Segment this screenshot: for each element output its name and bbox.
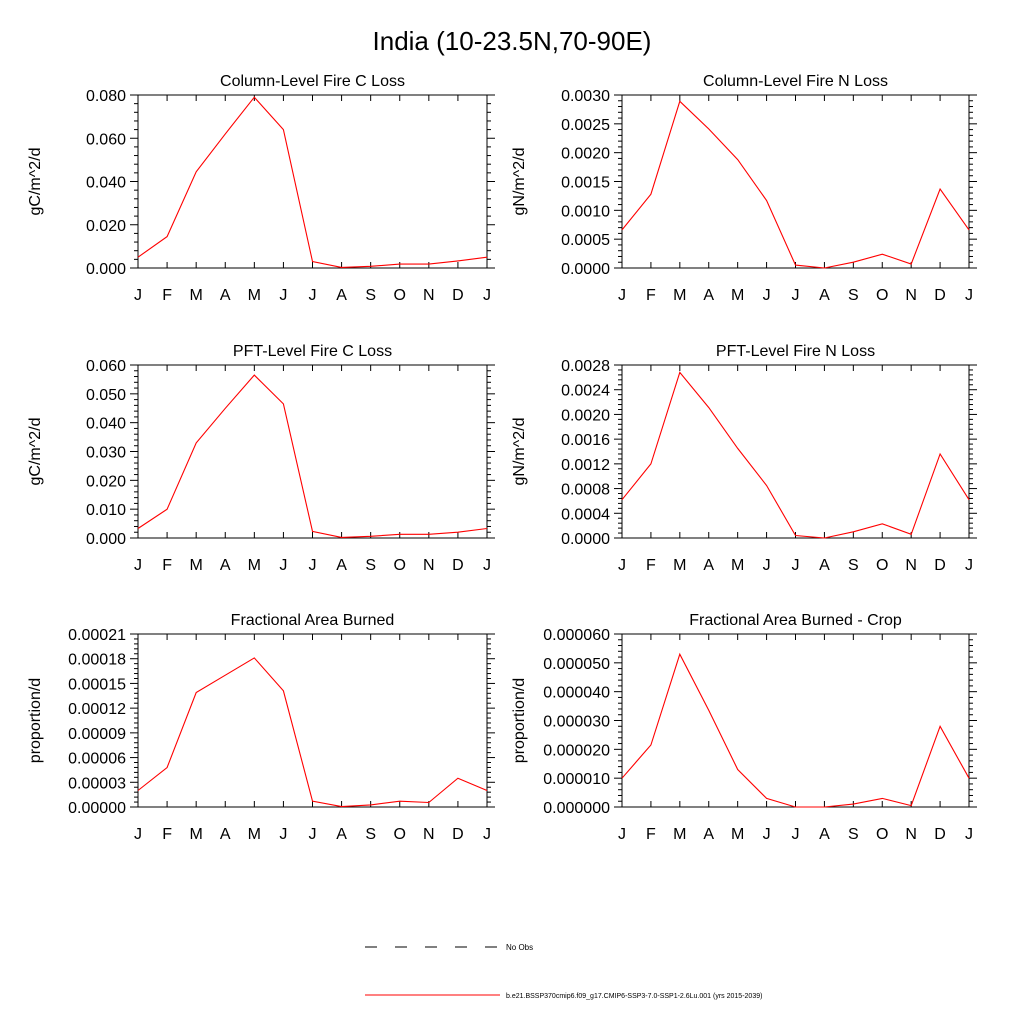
y-tick-label: 0.000030: [543, 713, 610, 731]
y-tick-label: 0.060: [85, 358, 126, 375]
x-tick-label: A: [336, 826, 347, 843]
x-tick-label: A: [819, 287, 830, 304]
x-tick-label: D: [934, 287, 946, 304]
x-tick-label: J: [965, 557, 973, 574]
x-tick-label: S: [365, 287, 377, 304]
legend-obs-label: No Obs: [506, 943, 534, 952]
x-tick-label: M: [189, 287, 203, 304]
x-tick-label: J: [483, 287, 491, 304]
y-tick-label: 0.0010: [561, 203, 610, 221]
x-tick-label: F: [162, 287, 172, 304]
x-tick-label: O: [393, 287, 406, 304]
y-tick-label: 0.000060: [543, 627, 610, 644]
x-tick-label: A: [819, 826, 830, 843]
panel-2: [511, 73, 977, 304]
y-axis-label: gC/m^2/d: [27, 417, 44, 486]
x-tick-label: M: [189, 826, 203, 843]
x-tick-label: J: [134, 557, 142, 574]
x-tick-label: N: [905, 287, 917, 304]
series-line-model: [138, 97, 487, 267]
panel-4: [511, 343, 977, 574]
x-tick-label: J: [279, 826, 288, 843]
x-tick-label: A: [336, 287, 347, 304]
x-tick-label: A: [703, 287, 715, 304]
x-tick-label: J: [134, 287, 142, 304]
x-tick-label: J: [308, 826, 317, 843]
plot-frame: [622, 634, 969, 807]
x-tick-label: J: [134, 826, 142, 843]
y-tick-label: 0.00000: [68, 800, 126, 817]
figure-title: India (10-23.5N,70-90E): [372, 26, 652, 56]
y-axis-label: gN/m^2/d: [511, 147, 528, 216]
x-tick-label: O: [876, 557, 889, 574]
x-tick-label: N: [905, 557, 917, 574]
plot-frame: [138, 95, 487, 268]
y-tick-label: 0.00006: [68, 750, 126, 768]
y-tick-label: 0.0020: [561, 145, 610, 163]
y-tick-label: 0.010: [85, 502, 126, 520]
series-line-model: [138, 658, 487, 807]
panel-5: [27, 612, 495, 843]
x-tick-label: N: [423, 287, 435, 304]
y-tick-label: 0.020: [85, 217, 126, 235]
y-axis-label: gN/m^2/d: [511, 417, 528, 486]
x-tick-label: D: [452, 557, 464, 574]
y-tick-label: 0.0015: [561, 174, 610, 192]
y-tick-label: 0.00018: [68, 651, 126, 669]
x-tick-label: F: [162, 826, 172, 843]
x-tick-label: J: [791, 826, 800, 843]
x-tick-label: S: [847, 287, 859, 304]
series-line-model: [622, 654, 969, 807]
x-tick-label: J: [308, 557, 317, 574]
y-axis-label: proportion/d: [511, 677, 528, 764]
x-tick-label: M: [247, 287, 261, 304]
y-tick-label: 0.000020: [543, 742, 610, 760]
x-tick-label: M: [731, 287, 745, 304]
series-line-model: [622, 101, 969, 268]
x-tick-label: D: [934, 557, 946, 574]
x-tick-label: S: [847, 557, 859, 574]
y-tick-label: 0.0012: [561, 456, 610, 474]
panel-title: Column-Level Fire C Loss: [220, 73, 405, 90]
plot-frame: [138, 365, 487, 538]
x-tick-label: N: [423, 557, 435, 574]
x-tick-label: M: [731, 826, 745, 843]
x-tick-label: D: [452, 287, 464, 304]
x-tick-label: F: [646, 826, 656, 843]
y-tick-label: 0.000040: [543, 684, 610, 702]
y-tick-label: 0.000: [85, 261, 126, 278]
y-tick-label: 0.050: [85, 386, 126, 404]
x-tick-label: J: [762, 826, 771, 843]
x-tick-label: J: [618, 557, 626, 574]
panel-3: [27, 343, 495, 574]
x-tick-label: A: [336, 557, 347, 574]
x-tick-label: F: [162, 557, 172, 574]
x-tick-label: M: [673, 287, 687, 304]
x-tick-label: J: [308, 287, 317, 304]
y-tick-label: 0.020: [85, 473, 126, 491]
panel-title: Fractional Area Burned: [230, 612, 395, 629]
y-tick-label: 0.080: [85, 88, 126, 105]
legend: [365, 943, 762, 1000]
x-tick-label: A: [219, 557, 231, 574]
y-tick-label: 0.0030: [561, 88, 610, 105]
panel-title: Fractional Area Burned - Crop: [689, 612, 902, 629]
y-tick-label: 0.0004: [561, 506, 610, 524]
x-tick-label: M: [673, 557, 687, 574]
x-tick-label: S: [365, 557, 377, 574]
x-tick-label: J: [762, 287, 771, 304]
y-tick-label: 0.00015: [68, 676, 126, 694]
series-line-model: [622, 372, 969, 538]
x-tick-label: A: [219, 826, 231, 843]
plot-frame: [138, 634, 487, 807]
x-tick-label: J: [965, 826, 973, 843]
x-tick-label: O: [393, 826, 406, 843]
x-tick-label: J: [483, 826, 491, 843]
y-tick-label: 0.0000: [561, 261, 610, 278]
x-tick-label: J: [279, 557, 288, 574]
y-tick-label: 0.040: [85, 174, 126, 192]
y-tick-label: 0.0008: [561, 481, 610, 499]
x-tick-label: J: [279, 287, 288, 304]
y-tick-label: 0.0028: [561, 358, 610, 375]
y-tick-label: 0.000: [85, 531, 126, 548]
x-tick-label: J: [762, 557, 771, 574]
y-tick-label: 0.0000: [561, 531, 610, 548]
panel-title: PFT-Level Fire C Loss: [232, 343, 393, 360]
x-tick-label: M: [247, 557, 261, 574]
x-tick-label: D: [452, 826, 464, 843]
panel-1: [27, 73, 495, 304]
y-tick-label: 0.040: [85, 415, 126, 433]
panel-6: [511, 612, 977, 843]
panel-title: PFT-Level Fire N Loss: [715, 343, 876, 360]
x-tick-label: N: [905, 826, 917, 843]
y-tick-label: 0.000010: [543, 771, 610, 789]
x-tick-label: J: [483, 557, 491, 574]
x-tick-label: A: [219, 287, 231, 304]
x-tick-label: A: [819, 557, 830, 574]
y-tick-label: 0.0020: [561, 407, 610, 425]
x-tick-label: M: [189, 557, 203, 574]
x-tick-label: O: [393, 557, 406, 574]
x-tick-label: A: [703, 557, 715, 574]
x-tick-label: J: [965, 287, 973, 304]
x-tick-label: M: [673, 826, 687, 843]
x-tick-label: O: [876, 826, 889, 843]
x-tick-label: F: [646, 557, 656, 574]
y-tick-label: 0.00003: [68, 775, 126, 793]
x-tick-label: J: [791, 287, 800, 304]
x-tick-label: M: [731, 557, 745, 574]
x-tick-label: O: [876, 287, 889, 304]
series-line-model: [138, 375, 487, 537]
y-axis-label: proportion/d: [27, 677, 44, 764]
x-tick-label: S: [365, 826, 377, 843]
y-tick-label: 0.00009: [68, 725, 126, 743]
y-axis-label: gC/m^2/d: [27, 147, 44, 216]
y-tick-label: 0.0025: [561, 116, 610, 134]
x-tick-label: J: [618, 826, 626, 843]
panel-title: Column-Level Fire N Loss: [703, 73, 888, 90]
y-tick-label: 0.060: [85, 131, 126, 149]
y-tick-label: 0.0016: [561, 432, 610, 450]
x-tick-label: M: [247, 826, 261, 843]
x-tick-label: F: [646, 287, 656, 304]
x-tick-label: S: [847, 826, 859, 843]
x-tick-label: N: [423, 826, 435, 843]
x-tick-label: J: [618, 287, 626, 304]
y-tick-label: 0.0024: [561, 382, 610, 400]
y-tick-label: 0.000000: [543, 800, 610, 817]
x-tick-label: D: [934, 826, 946, 843]
legend-model-label: b.e21.BSSP370cmip6.f09_g17.CMIP6-SSP3-7.0-SSP1-2.6Lu.001 (yrs 2015-2039): [506, 993, 763, 1000]
y-tick-label: 0.00012: [68, 701, 126, 719]
x-tick-label: J: [791, 557, 800, 574]
y-tick-label: 0.030: [85, 444, 126, 462]
y-tick-label: 0.0005: [561, 232, 610, 250]
y-tick-label: 0.00021: [68, 627, 126, 644]
y-tick-label: 0.000050: [543, 655, 610, 673]
panels: [27, 73, 977, 843]
x-tick-label: A: [703, 826, 715, 843]
